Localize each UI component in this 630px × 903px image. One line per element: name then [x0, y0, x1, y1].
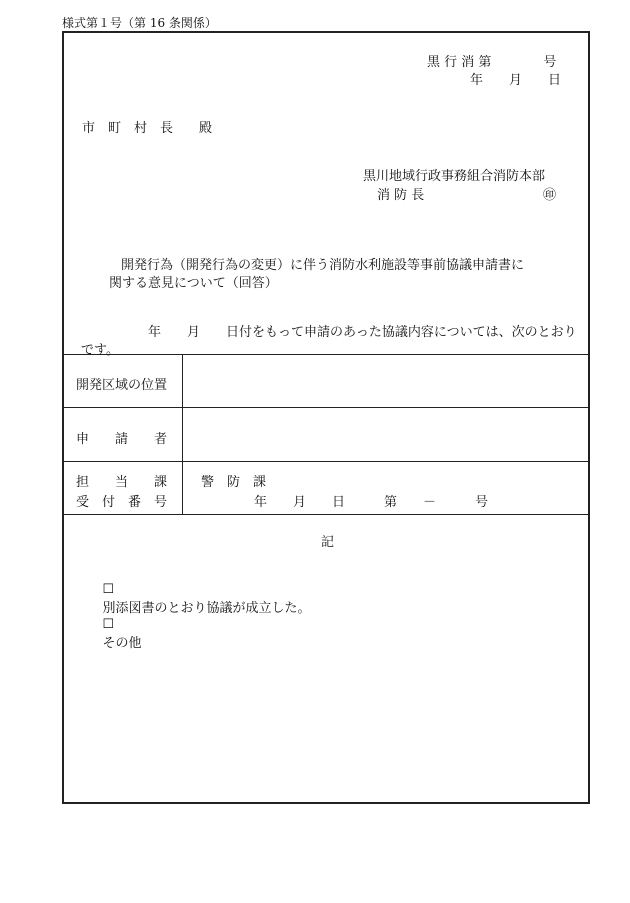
- table-row-divider: [64, 461, 588, 462]
- table-column-divider: [182, 354, 183, 514]
- department-value: 警 防 課: [201, 475, 267, 490]
- date-line: 年 月 日: [470, 73, 562, 88]
- table-top-border: [64, 354, 588, 355]
- seal-mark: ㊞: [543, 188, 557, 203]
- subject-line-2: 関する意見について（回答）: [109, 276, 278, 291]
- sender-title: 消 防 長: [377, 188, 425, 203]
- row-label-reception-number: 受 付 番 号: [76, 495, 168, 510]
- table-bottom-border: [64, 514, 588, 515]
- checkbox-icon[interactable]: ☐: [102, 617, 115, 632]
- sender-organization: 黒川地域行政事務組合消防本部: [363, 169, 546, 184]
- row-label-site-location: 開発区域の位置: [76, 378, 168, 393]
- document-number: 黒 行 消 第 号: [427, 55, 557, 70]
- option-row: [86, 602, 142, 666]
- subject-line-1: 開発行為（開発行為の変更）に伴う消防水利施設等事前協議申請書に: [121, 258, 525, 273]
- option-other-label: その他: [102, 636, 142, 651]
- option-agreed-label: 別添図書のとおり協議が成立した。: [102, 601, 311, 616]
- reception-number-value: 年 月 日 第 － 号: [254, 495, 489, 510]
- row-label-applicant: 申 請 者: [76, 432, 168, 447]
- row-label-department: 担 当 課: [76, 475, 168, 490]
- form-number-label: 様式第１号（第 16 条関係）: [62, 16, 217, 30]
- body-line-2: です。: [81, 343, 119, 358]
- ki-heading: 記: [321, 535, 335, 550]
- addressee: 市 町 村 長 殿: [82, 121, 213, 136]
- body-line-1: 年 月 日付をもって申請のあった協議内容については、次のとおり: [148, 325, 577, 340]
- checkbox-icon[interactable]: ☐: [102, 582, 115, 597]
- table-row-divider: [64, 407, 588, 408]
- form-frame: [62, 31, 590, 804]
